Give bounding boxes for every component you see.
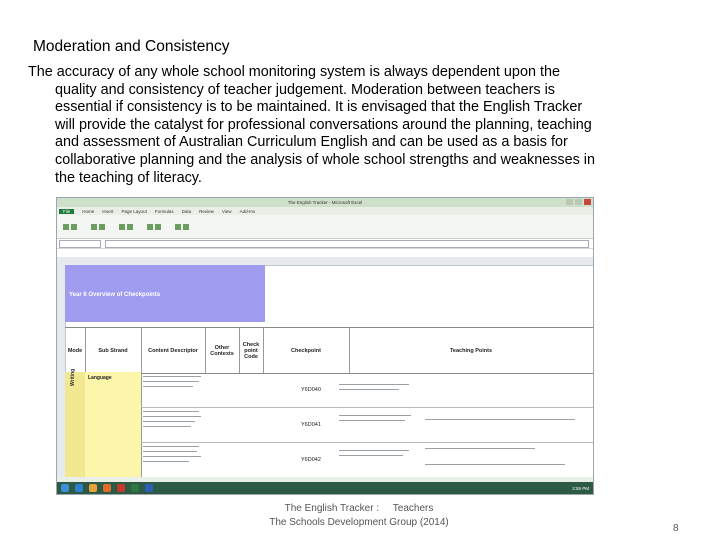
folder-icon xyxy=(89,484,97,492)
text-line xyxy=(143,421,195,422)
text-line xyxy=(339,415,411,416)
text-line xyxy=(339,384,409,385)
text-line xyxy=(143,446,199,447)
header-row xyxy=(65,327,593,374)
name-box xyxy=(59,240,101,248)
tab-add-ins: Add-Ins xyxy=(239,208,256,214)
paragraph-line: collaborative planning and the analysis of whole school strengths and weaknesses in xyxy=(55,151,595,168)
formula-bar xyxy=(57,239,593,249)
excel-icon xyxy=(131,484,139,492)
powerpoint-icon xyxy=(117,484,125,492)
paragraph-line: the teaching of literacy. xyxy=(55,169,202,186)
footer-line-1: The English Tracker : Teachers xyxy=(284,503,434,514)
ie-icon xyxy=(75,484,83,492)
ribbon-icon xyxy=(99,224,105,230)
paragraph-line: quality and consistency of teacher judgement. Moderation between teachers is xyxy=(55,81,555,98)
spreadsheet-screenshot xyxy=(56,197,594,495)
minimize-icon xyxy=(566,199,573,205)
formula-input xyxy=(105,240,589,248)
text-line xyxy=(143,416,201,417)
ribbon-tabs xyxy=(57,207,593,215)
ribbon xyxy=(57,215,593,239)
maximize-icon xyxy=(575,199,582,205)
tab-page-layout: Page Layout xyxy=(121,208,147,214)
mode-value: Writing xyxy=(70,368,76,386)
ribbon-group xyxy=(119,219,133,234)
text-line xyxy=(143,411,199,412)
table-row xyxy=(141,372,593,408)
ribbon-icon xyxy=(155,224,161,230)
slide-heading: Moderation and Consistency xyxy=(33,38,230,55)
close-icon xyxy=(584,199,591,205)
ribbon-group xyxy=(147,219,161,234)
text-line xyxy=(425,464,565,465)
text-line xyxy=(143,451,197,452)
ribbon-icon xyxy=(119,224,125,230)
header-content-descriptor: Content Descriptor xyxy=(141,328,206,373)
ribbon-group xyxy=(91,219,105,234)
text-line xyxy=(143,381,199,382)
ribbon-icon xyxy=(71,224,77,230)
window-controls xyxy=(566,199,591,205)
footer-line-2: The Schools Development Group (2014) xyxy=(269,517,449,528)
paragraph-line: essential if consistency is to be maintained. It is envisaged that the English Tracker xyxy=(55,99,583,116)
text-line xyxy=(339,455,403,456)
window-titlebar xyxy=(57,198,593,207)
band-title: Year 6 Overview of Checkpoints xyxy=(69,292,161,298)
taskbar xyxy=(57,482,593,494)
taskbar-clock: 2:55 PM xyxy=(572,485,589,491)
footer xyxy=(249,502,469,530)
tab-file: File xyxy=(59,209,74,214)
sub-strand-cell xyxy=(85,372,142,477)
ribbon-icon xyxy=(127,224,133,230)
checkpoint-code: Y6D042 xyxy=(301,457,321,463)
tab-home: Home xyxy=(82,208,95,214)
start-icon xyxy=(61,484,69,492)
tab-view: View xyxy=(221,208,232,214)
ribbon-icon xyxy=(147,224,153,230)
text-line xyxy=(339,450,409,451)
text-line xyxy=(425,419,575,420)
paragraph-line: will provide the catalyst for professional conversations around the planning, teaching xyxy=(55,116,592,133)
title-band xyxy=(65,265,265,322)
text-line xyxy=(143,461,189,462)
tab-insert: Insert xyxy=(102,208,114,214)
body-paragraph xyxy=(28,64,668,187)
ribbon-icon xyxy=(175,224,181,230)
ribbon-icon xyxy=(63,224,69,230)
text-line xyxy=(143,376,201,377)
header-sub-strand: Sub Strand xyxy=(85,328,142,373)
sub-strand-value: Language xyxy=(88,375,112,381)
ribbon-icon xyxy=(91,224,97,230)
header-checkpoint-code: Check point Code xyxy=(239,328,264,373)
table-row xyxy=(141,407,593,443)
sheet-grid xyxy=(65,265,593,477)
text-line xyxy=(143,456,201,457)
word-icon xyxy=(145,484,153,492)
header-mode: Mode xyxy=(65,328,86,373)
mode-cell xyxy=(65,368,86,477)
ribbon-group xyxy=(175,219,189,234)
checkpoint-code: Y6D040 xyxy=(301,387,321,393)
tab-formulas: Formulas xyxy=(154,208,174,214)
header-other-contexts: Other Contexts xyxy=(205,328,240,373)
ribbon-group xyxy=(63,219,77,234)
tab-data: Data xyxy=(181,208,192,214)
page-number: 8 xyxy=(673,523,679,534)
paragraph-line: and assessment of Australian Curriculum English and can be used as a basis for xyxy=(55,134,568,151)
header-teaching-points: Teaching Points xyxy=(449,347,493,354)
tab-review: Review xyxy=(199,208,214,214)
ribbon-icon xyxy=(183,224,189,230)
table-row xyxy=(141,442,593,477)
text-line xyxy=(143,386,193,387)
firefox-icon xyxy=(103,484,111,492)
window-title: The English Tracker - Microsoft Excel xyxy=(287,200,363,205)
header-checkpoint: Checkpoint xyxy=(263,328,350,373)
text-line xyxy=(425,448,535,449)
text-line xyxy=(339,420,405,421)
text-line xyxy=(339,389,399,390)
checkpoint-code: Y6D041 xyxy=(301,422,321,428)
text-line xyxy=(143,426,191,427)
paragraph-line: The accuracy of any whole school monitoring system is always dependent upon the xyxy=(28,64,560,80)
